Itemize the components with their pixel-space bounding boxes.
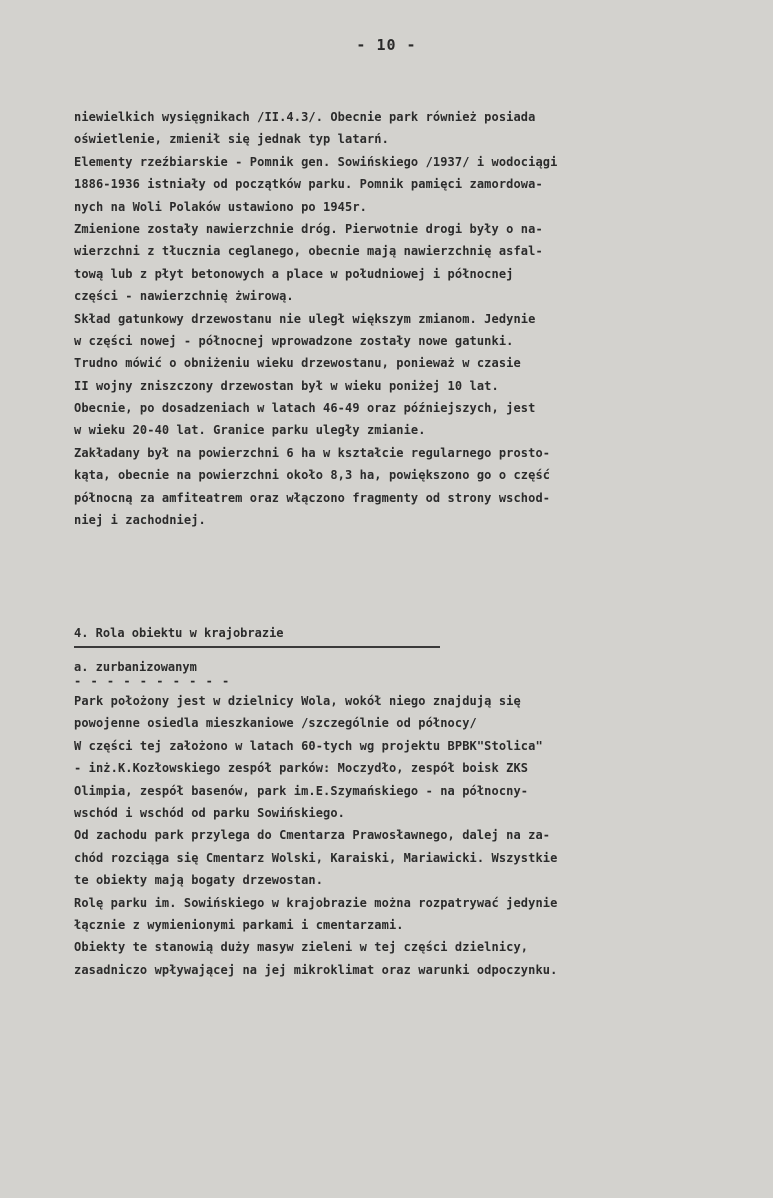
section-heading: 4. Rola obiektu w krajobrazie [74,626,284,640]
text-line: W części tej założono w latach 60-tych wg projektu BPBK"Stolica" [74,738,543,753]
text-line: oświetlenie, zmienił się jednak typ latarń. [74,132,389,147]
text-line: - inż.K.Kozłowskiego zespół parków: Moczydło, zespół boisk ZKS [74,761,529,776]
text-line: Obiekty te stanowią duży masyw zieleni w tej części dzielnicy, [74,940,529,955]
heading-underline [74,646,440,648]
text-line: łącznie z wymienionymi parkami i cmentarzami. [74,917,404,932]
text-line: II wojny zniszczony drzewostan był w wieku poniżej 10 lat. [74,378,499,393]
text-line: w części nowej - północnej wprowadzone zostały nowe gatunki. [74,333,514,348]
page-number: - 10 - [356,36,417,54]
text-line: te obiekty mają bogaty drzewostan. [74,873,324,888]
text-line: wschód i wschód od parku Sowińskiego. [74,805,346,820]
text-line: Trudno mówić o obniżeniu wieku drzewostanu, ponieważ w czasie [74,356,521,371]
text-line: części - nawierzchnię żwirową. [74,289,294,304]
text-line: chód rozciąga się Cmentarz Wolski, Karaiski, Mariawicki. Wszystkie [74,850,558,865]
text-line: niej i zachodniej. [74,513,206,528]
text-line: w wieku 20-40 lat. Granice parku uległy zmianie. [74,423,426,438]
text-line: kąta, obecnie na powierzchni około 8,3 ha, powiększono go o część [74,468,551,483]
text-line: północną za amfiteatrem oraz włączono fragmenty od strony wschod- [74,490,551,505]
text-line: 1886-1936 istniały od początków parku. Pomnik pamięci zamordowa- [74,177,543,192]
text-line: zasadniczo wpływającej na jej mikroklimat oraz warunki odpoczynku. [74,962,558,977]
text-line: wierzchni z tłucznia ceglanego, obecnie mają nawierzchnię asfal- [74,244,543,259]
text-line: Od zachodu park przylega do Cmentarza Prawosławnego, dalej na za- [74,828,551,843]
text-line: Obecnie, po dosadzeniach w latach 46-49 oraz późniejszych, jest [74,401,536,416]
text-line: Olimpia, zespół basenów, park im.E.Szymańskiego - na północny- [74,783,529,798]
subheading: a. zurbanizowanym [74,660,197,674]
text-line: Elementy rzeźbiarskie - Pomnik gen. Sowińskiego /1937/ i wodociągi [74,154,558,169]
text-line: niewielkich wysięgnikach /II.4.3/. Obecnie park również posiada [74,110,536,124]
text-line: Skład gatunkowy drzewostanu nie uległ większym zmianom. Jedynie [74,311,536,326]
text-line: Zakładany był na powierzchni 6 ha w kształcie regularnego prosto- [74,445,551,460]
text-line: Rolę parku im. Sowińskiego w krajobrazie można rozpatrywać jedynie [74,895,558,910]
subheading-dashes: - - - - - - - - - - [74,674,231,688]
text-line: nych na Woli Polaków ustawiono po 1945r. [74,199,367,214]
paragraph-changes [74,106,768,531]
text-line: Park położony jest w dzielnicy Wola, wokół niego znajdują się [74,694,521,708]
text-line: Zmienione zostały nawierzchnie dróg. Pierwotnie drogi były o na- [74,221,543,236]
paragraph-landscape-role [74,690,768,981]
text-line: powojenne osiedla mieszkaniowe /szczególnie od północy/ [74,716,477,731]
text-line: tową lub z płyt betonowych a place w południowej i północnej [74,266,514,281]
